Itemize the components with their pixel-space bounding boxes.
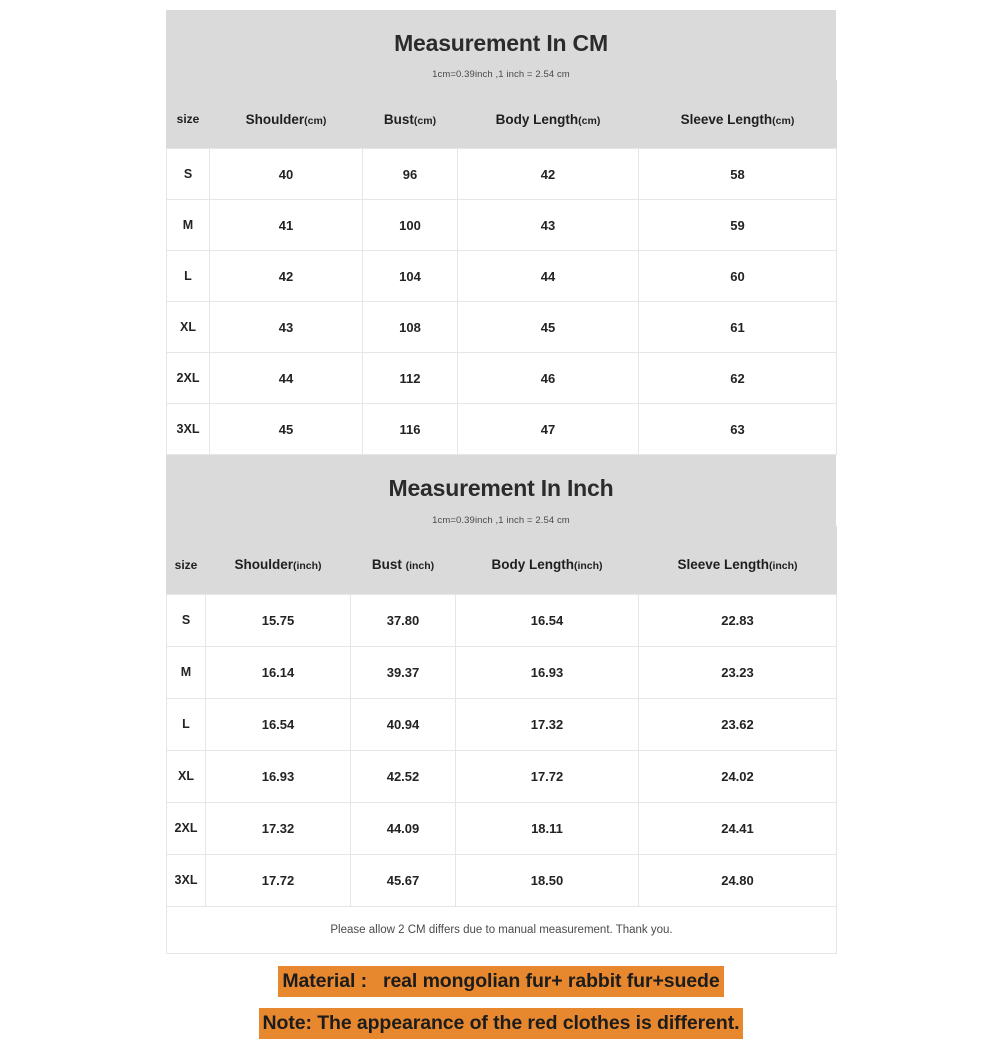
table-row	[167, 698, 837, 750]
inch-col-header-shoulder-unit: (inch)	[292, 560, 322, 573]
inch-col-header-shoulder	[206, 526, 351, 593]
inch-col-header-bust-unit: (inch)	[405, 560, 435, 573]
table-row	[167, 802, 837, 854]
cm-table-body	[167, 149, 837, 455]
cell-bust: 96	[363, 149, 458, 200]
cm-section-subtitle: 1cm=0.39inch ,1 inch = 2.54 cm	[432, 69, 570, 81]
table-row	[167, 594, 837, 646]
cell-shoulder: 40	[210, 149, 363, 200]
cell-sleeve-length: 59	[639, 200, 837, 251]
table-row	[167, 200, 837, 251]
highlight-banners	[166, 954, 836, 1039]
cell-body-length: 18.11	[456, 802, 639, 854]
cell-body-length: 43	[458, 200, 639, 251]
cell-size: S	[167, 149, 210, 200]
cell-sleeve-length: 61	[639, 302, 837, 353]
inch-section-subtitle: 1cm=0.39inch ,1 inch = 2.54 cm	[432, 514, 570, 526]
cell-body-length: 45	[458, 302, 639, 353]
cell-bust: 40.94	[351, 698, 456, 750]
inch-header-table	[166, 526, 837, 594]
inch-col-header-body-length-label: Body Length	[491, 557, 574, 573]
inch-measurement-table	[166, 594, 837, 954]
cell-shoulder: 17.72	[206, 854, 351, 906]
cell-bust: 37.80	[351, 594, 456, 646]
material-banner-text: Material : real mongolian fur+ rabbit fur+suede	[278, 966, 723, 997]
inch-col-header-sleeve-length-label: Sleeve Length	[677, 557, 769, 573]
table-row	[167, 251, 837, 302]
material-banner-line	[166, 966, 836, 997]
table-row	[167, 302, 837, 353]
cell-sleeve-length: 60	[639, 251, 837, 302]
cm-col-header-body-length	[458, 81, 639, 148]
cell-sleeve-length: 63	[639, 404, 837, 455]
cell-size: M	[167, 200, 210, 251]
inch-table-header-row	[167, 526, 837, 593]
inch-col-header-body-length-unit: (inch)	[573, 560, 603, 573]
cm-col-header-size: size	[167, 81, 210, 148]
cm-col-header-sleeve-length-label: Sleeve Length	[680, 111, 773, 127]
cm-col-header-bust-unit: (cm)	[413, 114, 437, 127]
cell-sleeve-length: 24.41	[639, 802, 837, 854]
cell-body-length: 17.72	[456, 750, 639, 802]
cell-shoulder: 41	[210, 200, 363, 251]
table-row	[167, 353, 837, 404]
cell-size: L	[167, 251, 210, 302]
cell-sleeve-length: 62	[639, 353, 837, 404]
cell-shoulder: 16.54	[206, 698, 351, 750]
cell-size: 2XL	[167, 802, 206, 854]
cell-bust: 116	[363, 404, 458, 455]
cm-section-header	[166, 10, 836, 148]
cell-sleeve-length: 23.62	[639, 698, 837, 750]
cm-col-header-sleeve-length-unit: (cm)	[772, 114, 795, 127]
cell-bust: 39.37	[351, 646, 456, 698]
cm-measurement-table	[166, 148, 837, 455]
cell-size: XL	[167, 750, 206, 802]
cell-shoulder: 45	[210, 404, 363, 455]
inch-col-header-bust	[351, 526, 456, 593]
note-banner-text: Note: The appearance of the red clothes is different.	[259, 1008, 744, 1039]
cell-bust: 112	[363, 353, 458, 404]
table-row	[167, 646, 837, 698]
cell-body-length: 44	[458, 251, 639, 302]
cell-size: S	[167, 594, 206, 646]
cm-col-header-shoulder	[210, 81, 363, 148]
cm-section-title: Measurement In CM	[394, 30, 608, 56]
inch-col-header-sleeve-length-unit: (inch)	[768, 560, 798, 573]
inch-table-body	[167, 594, 837, 953]
table-row	[167, 149, 837, 200]
cell-bust: 44.09	[351, 802, 456, 854]
inch-col-header-sleeve-length	[639, 526, 837, 593]
note-banner-line	[166, 1008, 836, 1039]
cell-sleeve-length: 22.83	[639, 594, 837, 646]
inch-col-header-body-length	[456, 526, 639, 593]
cell-body-length: 18.50	[456, 854, 639, 906]
cell-shoulder: 42	[210, 251, 363, 302]
cell-bust: 104	[363, 251, 458, 302]
cm-col-header-body-length-unit: (cm)	[578, 114, 601, 127]
measurement-note-row	[167, 906, 837, 953]
cell-body-length: 17.32	[456, 698, 639, 750]
cell-shoulder: 16.93	[206, 750, 351, 802]
cell-size: L	[167, 698, 206, 750]
cell-sleeve-length: 24.02	[639, 750, 837, 802]
cell-size: 2XL	[167, 353, 210, 404]
cell-size: M	[167, 646, 206, 698]
cell-body-length: 16.93	[456, 646, 639, 698]
cell-size: 3XL	[167, 854, 206, 906]
cell-bust: 42.52	[351, 750, 456, 802]
cm-col-header-sleeve-length	[639, 81, 837, 148]
cell-body-length: 16.54	[456, 594, 639, 646]
cell-sleeve-length: 58	[639, 149, 837, 200]
cell-shoulder: 16.14	[206, 646, 351, 698]
cell-size: 3XL	[167, 404, 210, 455]
cm-col-header-bust-label: Bust	[383, 111, 414, 127]
cm-col-header-body-length-label: Body Length	[495, 111, 579, 127]
inch-section-header	[166, 455, 836, 593]
cell-sleeve-length: 23.23	[639, 646, 837, 698]
inch-col-header-bust-label: Bust	[371, 557, 406, 573]
cm-col-header-bust	[363, 81, 458, 148]
cell-body-length: 42	[458, 149, 639, 200]
table-row	[167, 404, 837, 455]
inch-col-header-shoulder-label: Shoulder	[234, 557, 293, 573]
measurement-note: Please allow 2 CM differs due to manual measurement. Thank you.	[167, 906, 837, 953]
inch-col-header-size: size	[167, 526, 206, 593]
cell-body-length: 47	[458, 404, 639, 455]
cell-shoulder: 44	[210, 353, 363, 404]
cell-size: XL	[167, 302, 210, 353]
cm-header-table	[166, 80, 837, 148]
inch-section-title: Measurement In Inch	[388, 475, 614, 502]
cm-col-header-shoulder-unit: (cm)	[304, 114, 327, 127]
table-row	[167, 854, 837, 906]
cell-bust: 108	[363, 302, 458, 353]
cm-table-header-row	[167, 81, 837, 148]
cell-sleeve-length: 24.80	[639, 854, 837, 906]
cm-col-header-shoulder-label: Shoulder	[245, 111, 305, 127]
cell-shoulder: 15.75	[206, 594, 351, 646]
cell-bust: 100	[363, 200, 458, 251]
cell-shoulder: 43	[210, 302, 363, 353]
table-row	[167, 750, 837, 802]
cell-bust: 45.67	[351, 854, 456, 906]
cell-shoulder: 17.32	[206, 802, 351, 854]
cell-body-length: 46	[458, 353, 639, 404]
size-chart-container	[166, 10, 836, 1039]
